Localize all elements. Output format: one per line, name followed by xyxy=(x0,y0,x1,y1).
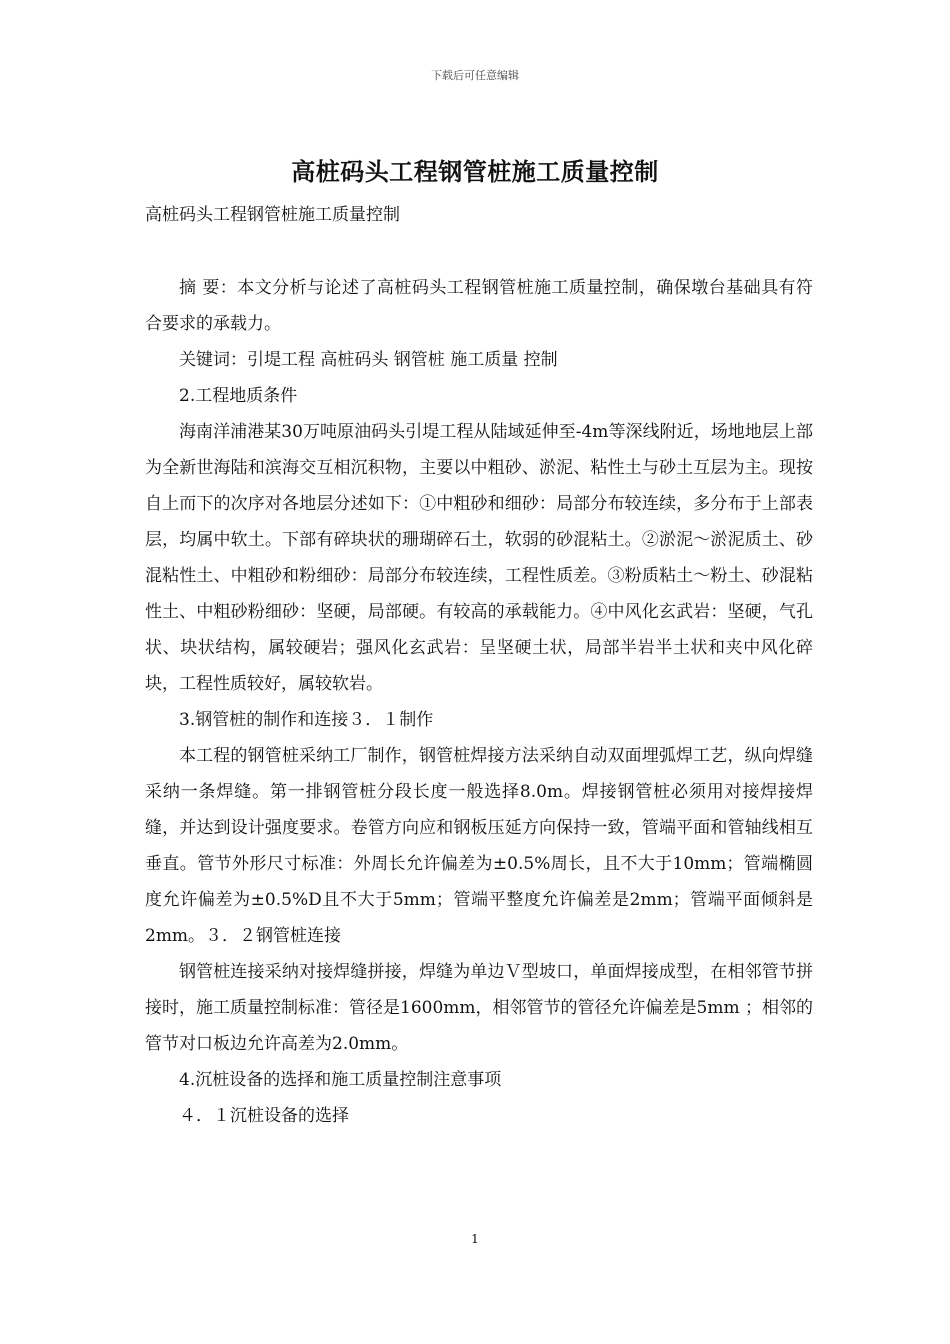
document-title: 高桩码头工程钢管桩施工质量控制 xyxy=(291,157,659,186)
keywords-paragraph: 关键词：引堤工程 高桩码头 钢管桩 施工质量 控制 xyxy=(179,350,558,370)
connection-paragraph: 钢管桩连接采纳对接焊缝拼接，焊缝为单边Ｖ型坡口，单面焊接成型，在相邻管节拼接时，施工质量控制标准：管径是1600mm，相邻管节的管径允许偏差是5mm ；相邻的管节对口板边允许高差为2.0mm。 xyxy=(145,962,813,1054)
header-note: 下载后可任意编辑 xyxy=(431,69,519,82)
section-heading-geology: 2.工程地质条件 xyxy=(179,386,298,406)
geology-paragraph: 海南洋浦港某30万吨原油码头引堤工程从陆域延伸至-4m等深线附近，场地地层上部为全新世海陆和滨海交互相沉积物，主要以中粗砂、淤泥、粘性土与砂土互层为主。现按自上而下的次序对各地层分述如下：①中粗砂和细砂：局部分布较连续，多分布于上部表层，均属中软土。下部有碎块状的珊瑚碎石土，软弱的砂混粘土。②淤泥～淤泥质土、砂混粘性土、中粗砂和粉细砂：局部分布较连续，工程性质差。③粉质粘土～粉土、砂混粘性土、中粗砂粉细砂：坚硬，局部硬。有较高的承载能力。④中风化玄武岩：坚硬，气孔状、块状结构，属较硬岩；强风化玄武岩：呈坚硬土状，局部半岩半土状和夹中风化碎块，工程性质较好，属较软岩。 xyxy=(145,422,813,694)
section-heading-fabrication: 3.钢管桩的制作和连接３．１制作 xyxy=(179,710,434,730)
document-body xyxy=(145,270,813,1134)
page-number: 1 xyxy=(471,1232,479,1246)
abstract-paragraph: 摘 要：本文分析与论述了高桩码头工程钢管桩施工质量控制，确保墩台基础具有符合要求的承载力。 xyxy=(145,278,813,334)
fabrication-paragraph: 本工程的钢管桩采纳工厂制作，钢管桩焊接方法采纳自动双面埋弧焊工艺，纵向焊缝采纳一条焊缝。第一排钢管桩分段长度一般选择8.0m。焊接钢管桩必须用对接焊接焊缝，并达到设计强度要求。卷管方向应和钢板压延方向保持一致，管端平面和管轴线相互垂直。管节外形尺寸标准：外周长允许偏差为±0.5%周长，且不大于10mm；管端椭圆度允许偏差为±0.5%D且不大于5mm；管端平整度允许偏差是2mm；管端平面倾斜是2mm。３．２钢管桩连接 xyxy=(145,746,813,946)
subsection-heading-equipment-selection: ４．１沉桩设备的选择 xyxy=(179,1106,349,1126)
document-subtitle: 高桩码头工程钢管桩施工质量控制 xyxy=(145,205,400,225)
section-heading-equipment: 4.沉桩设备的选择和施工质量控制注意事项 xyxy=(179,1070,502,1090)
